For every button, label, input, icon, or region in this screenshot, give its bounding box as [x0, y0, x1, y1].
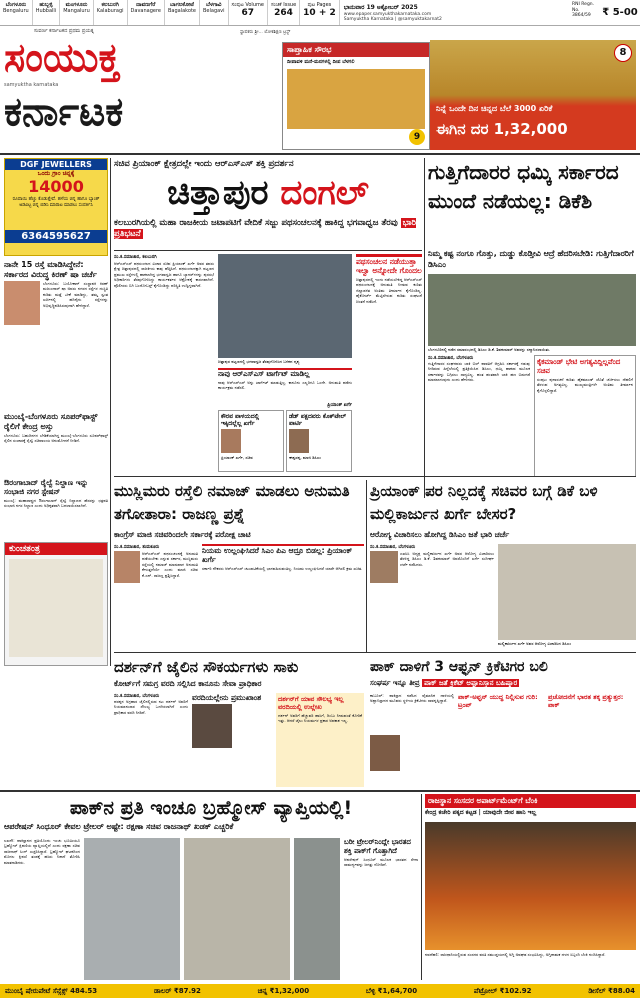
darshan-box-1: [192, 693, 272, 787]
ticker-item: ಮುಂಬೈ ಷೇರುಪೇಟೆ ಸೆನ್ಸೆಕ್ಸ್ 484.53: [5, 986, 98, 995]
kharge-body-col: [370, 544, 494, 650]
kharge-sub: ಆರೋಗ್ಯ ವಿಚಾರಿಸಲು ಹೋಗಿದ್ದ ಡಿಸಿಎಂ ಜತೆ ಭಾರಿ ಚರ್ಚೆ: [370, 530, 510, 539]
afghan-photo: [370, 735, 400, 771]
social-handles[interactable]: Samyuktha Karnataka | @samyuktakarnat2: [343, 16, 442, 22]
lead-box-1: [218, 410, 284, 472]
lead-box-2: [286, 410, 352, 472]
city-edition: ಬಾಗಲಕೋಟೆ Bagalakote: [165, 0, 200, 25]
logo-top: ಸಂಯುಕ್ತ: [4, 35, 120, 81]
kharge-headline: ಪ್ರಿಯಾಂಕ್ ಪರ ನಿಲ್ಲದಕ್ಕೆ ಸಚಿವರ ಬಗ್ಗೆ ಡಿಕೆ ಬಳಿ ಮಲ್ಲಿಕಾರ್ಜುನ ಖರ್ಗೆ ಬೇಸರ?: [370, 482, 598, 523]
dks-box-title: ಕೈಕಮಾಂಡ್ ಭೇಟಿ ಅಗತ್ಯವಿದ್ದಿಲ್ಲವೆಂದ ಸಚಿವ: [537, 358, 621, 375]
lead-sub-tag: ಭಾರಿ ಪ್ರತಿಭಟನೆ: [114, 218, 416, 239]
ad-phone[interactable]: 6364595627: [5, 230, 107, 243]
afghan-body-col: [370, 693, 454, 787]
lead-rule: [114, 250, 422, 251]
jewellery-ad[interactable]: [4, 158, 108, 256]
story-aurangabad-body: ಮುಂಬೈ: ಮಹಾರಾಷ್ಟ್ರದ ಔರಂಗಾಬಾದ್ ರೈಲ್ವೆ ನಿಲ್ದಾಣದ ಹೆಸರನ್ನು ಛತ್ರಪತಿ ಸಂಭಾಜಿ ನಗರ ನಿಲ್ದಾಣ ಎಂದು ಅಧಿಕೃತವಾಗಿ ಬದಲಾಯಿಸಲಾಗಿದೆ.: [4, 498, 108, 509]
darshan-body: ಪರಪ್ಪನ ಅಗ್ರಹಾರ ಜೈಲಿನಲ್ಲಿರುವ ನಟ ದರ್ಶನ್ ಅವರಿಗೆ ನಿಯಮಾನುಸಾರ ಸೌಲಭ್ಯ ಒದಗಿಸಲಾಗಿದೆ ಎಂದು ಪ್ರಾಧಿಕಾರ ವರದಿ ನೀಡಿದೆ.: [114, 699, 188, 715]
kharge-inset-photo: [370, 551, 398, 583]
gold-price-promo[interactable]: [430, 40, 636, 150]
supplement-page-number: 9: [409, 129, 425, 145]
tagline: ಸುವರ್ಣ ಕರ್ನಾಟಕದ ಪ್ರಥಮ ಪ್ರಯತ್ನ: [34, 28, 95, 34]
afghan-sub-a: ಸಂಘರ್ಷ ಇನ್ನೂ ತೀವ್ರ: [370, 679, 420, 687]
lead-headline: [114, 170, 422, 216]
ad-brand: DGF JEWELLERS: [5, 159, 107, 170]
city-edition: ಬೆಂಗಳೂರು Bengaluru: [0, 0, 33, 25]
lead-box-2-title: ಡೆಡ್ ಪಕ್ಷದವರು ಕೊಕ್‌ಟೇಲ್ ಪಾರ್ಟಿ: [289, 413, 347, 427]
cartoon-title: ಕುಂಚತಂತ್ರ: [5, 543, 107, 555]
darshan-photo: [192, 704, 232, 748]
gold-line-2: ಈಗಿನ ದರ 1,32,000: [436, 120, 568, 138]
dks-photo-caption: ಬೆಂಗಳೂರಿನಲ್ಲಿ ನಡೆದ ಸಮಾರಂಭದಲ್ಲಿ ಡಿಸಿಎಂ ಡಿ.ಕೆ. ಶಿವಕುಮಾರ್ ಅವರನ್ನು ಸನ್ಮಾನಿಸಲಾಯಿತು.: [428, 347, 551, 352]
rajanna-sub: ಕಾಂಗ್ರೆಸ್ ಮಾಜಿ ಸಚಿವರಿಂದಲೇ ಸರ್ಕಾರಕ್ಕೆ ಪರೋಕ್ಷ ಚಾಟಿ: [114, 530, 251, 539]
website[interactable]: www.epaper.samyukthakarnataka.com: [343, 11, 432, 17]
lead-box-1-photo: [221, 429, 241, 453]
pages: ಪುಟ Pages 10 + 2: [300, 0, 340, 25]
brahmos-photo-3: [294, 838, 340, 980]
dks-box: [534, 355, 636, 477]
story-kiran-shaw: [4, 260, 108, 410]
section-rule: [0, 790, 640, 792]
brahmos-side: [344, 838, 418, 980]
dks-headline: ಗುತ್ತಿಗೆದಾರರ ಧಮ್ಕಿ ಸರ್ಕಾರದ ಮುಂದೆ ನಡೆಯಲ್ಲ: ಡಿಕೆಶಿ: [428, 160, 619, 213]
afghan-sub-b: ಪಾಕ್ ಜತೆ ಕ್ರಿಕೆಟ್ ಅಫ್ಘಾನಿಸ್ತಾನ ಬಹಿಷ್ಕಾರ: [424, 679, 518, 687]
lead-side-story: [114, 368, 214, 472]
lead-headline-a: ಚಿತ್ತಾಪುರ: [167, 173, 269, 213]
cartoon: [4, 542, 108, 666]
gold-page-number: 8: [614, 44, 632, 62]
date-block: [340, 0, 570, 25]
market-ticker: [0, 984, 640, 998]
afghan-sub: [370, 679, 636, 691]
lead-photo-caption: ಚಿತ್ತಾಪುರ ಪಟ್ಟಣದಲ್ಲಿ ಭಗವಾಧ್ವಜ ತೆರವುಗೊಳಿಸಿದ ಬಳಿಕದ ದೃಶ್ಯ: [218, 359, 300, 364]
supplement-subtitle: ದೀಪಾವಳಿ ಮನೆ-ಮನಗಳಲ್ಲಿ ದೀಪ ಬೆಳಗಲಿ: [287, 59, 355, 65]
dks-photo: [428, 274, 636, 346]
ticker-item: ಡೀಸೆಲ್ ₹88.04: [588, 986, 635, 995]
supplement-title: ಸಾಪ್ತಾಹಿಕ ಸೌರಭ: [283, 43, 429, 57]
story-aurangabad-title: ಔರಂಗಾಬಾದ್ ರೈಲ್ವೆ ನಿಲ್ದಾಣ ಇನ್ನು ಸಂಭಾಜಿ ನಗರ ಸ್ಟೇಷನ್: [4, 478, 89, 496]
section-rule: [114, 476, 636, 477]
founder-line: ಸ್ಥಾಪಕರು ಶ್ರೀ... ಲೋಕಶಿಕ್ಷಣ ಟ್ರಸ್ಟ್: [240, 30, 291, 35]
dks-box-body: ಸಂಪುಟ ಪುನಾರಚನೆ ಕುರಿತು ಹೈಕಮಾಂಡ್ ಜೊತೆ ಚರ್ಚಿಸಲು ದೆಹಲಿಗೆ ತೆರಳುವ ಅಗತ್ಯವಿಲ್ಲ. ಮುಖ್ಯಮಂತ್ರಿಗಳೇ ಅಂತಿಮ ತೀರ್ಮಾನ ಕೈಗೊಳ್ಳಲಿದ್ದಾರೆ.: [537, 377, 633, 393]
kharge-body: ಎಐಸಿಸಿ ಅಧ್ಯಕ್ಷ ಮಲ್ಲಿಕಾರ್ಜುನ ಖರ್ಗೆ ಅವರ ಆರೋಗ್ಯ ವಿಚಾರಿಸಲು ತೆರಳಿದ್ದ ಡಿಸಿಎಂ ಡಿ.ಕೆ. ಶಿವಕುಮಾರ್ ಅವರೊಂದಿಗೆ ಖರ್ಗೆ ಸುದೀರ್ಘ ಚರ್ಚೆ ನಡೆಸಿದರು.: [400, 551, 494, 567]
city-edition: ದಾವಣಗೆರೆ Davanagere: [128, 0, 165, 25]
rajanna-box-title: ನಿಯಮ ಉಲ್ಲಂಘಿಸಿದರೆ ಸಿಎಂ ಪಿಎ ಆದ್ರೂ ಬಿಡಲ್ಲ: ಪ್ರಿಯಾಂಕ್ ಖರ್ಗೆ: [202, 546, 353, 564]
rajanna-box: [202, 544, 364, 650]
ticker-item: ಪೆಟ್ರೋಲ್ ₹102.92: [473, 986, 532, 995]
gold-line-1: ನಿನ್ನೆ ಒಂದೇ ದಿನ ಚಿನ್ನದ ಬೆಲೆ 3000 ಏರಿಕೆ: [436, 104, 553, 113]
kharge-byline: ಸಂ.ಕ.ಸಮಾಚಾರ, ಬೆಂಗಳೂರು: [370, 545, 416, 550]
fire-headline: ರಾಜಸ್ಥಾನ ಸಂಸದರ ಅಪಾರ್ಟ್‌ಮೆಂಟ್‌ಗೆ ಬೆಂಕಿ: [425, 794, 636, 808]
lead-side-title: ಪಥಸಂಚಲನ ನಡೆಯುತ್ತಾ ಇಲ್ವಾ ಅನ್ನೋದೇ ಗೊಂದಲ: [356, 254, 422, 275]
afghan-box-2: [548, 693, 636, 787]
ticker-item: ಚಿನ್ನ ₹1,32,000: [257, 986, 310, 995]
ad-price: 14000: [28, 177, 84, 196]
story-aurangabad: [4, 478, 108, 540]
dks-sub: ನಿಮ್ಮ ಕಷ್ಟ ನಂಗೂ ಗೊತ್ತು, ದುಡ್ಡು ಕೊಡ್ತೀವಿ ಆದ್ರೆ ಹೆದರಿಸಬೇಡಿ: ಗುತ್ತಿಗೆದಾರರಿಗೆ ಡಿಸಿಎಂ: [428, 249, 634, 269]
brahmos-photo-1: [84, 838, 180, 980]
brahmos-sub: ಆಪರೇಷನ್ ಸಿಂಧೂರ್ ಕೇವಲ ಟ್ರೇಲರ್ ಅಷ್ಟೇ: ರಕ್ಷಣಾ ಸಚಿವ ರಾಜನಾಥ್ ಖಡಕ್ ಎಚ್ಚರಿಕೆ: [4, 822, 234, 831]
afghan-box-1-title: ಪಾಕ್-ಅಫ್ಘನ್ ಯುದ್ಧ ನಿಲ್ಲಿಸುವ ಗುರಿ: ಟ್ರಂಪ್: [458, 693, 538, 709]
dks-byline: ಸಂ.ಕ.ಸಮಾಚಾರ, ಬೆಂಗಳೂರು: [428, 356, 474, 361]
issue-date: ಭಾನುವಾರ 19 ಅಕ್ಟೋಬರ್ 2025: [343, 3, 418, 11]
darshan-body-col: [114, 693, 188, 787]
cartoon-image: [9, 559, 103, 657]
lead-sub-text: ಕಲಬುರಗಿಯಲ್ಲಿ ಮಹಾ ರಾಜಕೀಯ ಜಟಾಪಟಿಗೆ ವೇದಿಕೆ ಸಜ್ಜು ಪಥಸಂಚಲನಕ್ಕೆ ಹಾಕಿದ್ದ ಭಗವಾಧ್ವಜ ತೆರವು: [114, 218, 398, 228]
story-mumbai-train: [4, 412, 108, 476]
column-rule: [110, 158, 111, 666]
fire-sub: ಕೇಂದ್ರ ಕಚೇರಿ ಪಕ್ಕದ ಕಟ್ಟಡ | ಯಾವುದೇ ಜೀವ ಹಾನಿ ಇಲ್ಲ: [425, 809, 537, 816]
lead-body: ಆರ್‌ಎಸ್‌ಎಸ್ ಪಥಸಂಚಲನ ವಿಚಾರ ಸಚಿವ ಪ್ರಿಯಾಂಕ್ ಖರ್ಗೆ ಅವರ ತವರು ಕ್ಷೇತ್ರ ಚಿತ್ತಾಪುರದಲ್ಲಿ ರಾಜಕೀಯ ಕಾವು ಹೆಚ್ಚಿಸಿದೆ. ಪಥಸಂಚಲನಕ್ಕಾಗಿ ಪಟ್ಟಣದ ಪ್ರಮುಖ ರಸ್ತೆಗಳಲ್ಲಿ ಹಾಕಲಾಗಿದ್ದ ಭಗವಾಧ್ವಜ ಹಾಗೂ ಬ್ಯಾನರ್‌ಗಳನ್ನು ಪುರಸಭೆ ಅಧಿಕಾರಿಗಳು ತೆರವುಗೊಳಿಸಿದ್ದು ಕಾರ್ಯಕರ್ತರ ಆಕ್ರೋಶಕ್ಕೆ ಕಾರಣವಾಗಿದೆ. ಪೊಲೀಸರು ಬಿಗಿ ಬಂದೋಬಸ್ತ್ ಕೈಗೊಂಡಿದ್ದು ಪರಿಸ್ಥಿತಿ ಉದ್ವಿಗ್ನವಾಗಿದೆ.: [114, 261, 214, 288]
lead-side-column: [356, 254, 422, 472]
lead-quote: ನಾವು ಆರ್‌ಎಸ್‌ಎಸ್ ಅನ್ನು ಟಾರ್ಗೆಟ್ ಮಾಡುತ್ತಿಲ್ಲ. ಕಾನೂನು ಎಲ್ಲರಿಗೂ ಒಂದೇ. ಅನುಮತಿ ಪಡೆದು ಕಾರ್ಯಕ್ರಮ ನಡೆಸಲಿ.: [218, 380, 352, 391]
lead-photo: [218, 254, 352, 358]
lead-quote-title: ನಾವು ಆರ್‌ಎಸ್‌ಎಸ್ ಟಾರ್ಗೆಟ್ ಮಾಡಿಲ್ಲ: [218, 370, 310, 378]
lead-headline-b: ದಂಗಲ್: [280, 173, 369, 213]
lead-box-2-by: ಈಶ್ವರಪ್ಪ, ಮಾಜಿ ಡಿಸಿಎಂ: [289, 455, 322, 460]
issue: ಸಂಚಿಕೆ Issue 264: [268, 0, 300, 25]
darshan-box-1-title: ವರದಿಯಲ್ಲೇನು ಪ್ರಮುಖಾಂಶ: [192, 693, 262, 702]
lead-kicker: ಸಚಿವ ಪ್ರಿಯಾಂಕ್ ಕ್ಷೇತ್ರದಲ್ಲೇ ಇಂದು ಆರ್‌ಎಸ್‌ಎಸ್ ಶಕ್ತಿ ಪ್ರದರ್ಶನ: [114, 159, 294, 169]
logo-english: samyuktha karnataka: [4, 82, 59, 88]
fire-photo: [425, 822, 636, 950]
masthead-rule: [0, 153, 640, 155]
darshan-box-2-title: ದರ್ಶನ್‌ಗೆ ಯಾವ ಸೌಲಭ್ಯ ಇಲ್ಲ ವರದಿಯಲ್ಲಿ ಉಲ್ಲೇಖ: [278, 695, 344, 711]
rajanna-headline: ಮುಸ್ಲಿಮರು ರಸ್ತೆಲಿ ನಮಾಜ್ ಮಾಡಲು ಅನುಮತಿ ತಗೋತಾರಾ: ರಾಜಣ್ಣ ಪ್ರಶ್ನೆ: [114, 482, 350, 523]
column-rule: [424, 158, 425, 498]
city-edition: ಬೆಳಗಾವಿ Belagavi: [200, 0, 229, 25]
lead-quote-box: [218, 368, 352, 406]
lead-sub: [114, 218, 422, 250]
rajanna-photo: [114, 551, 140, 583]
afghan-headline: ಪಾಕ್ ದಾಳಿಗೆ 3 ಆಫ್ಘನ್ ಕ್ರಿಕೆಟಿಗರ ಬಲಿ: [370, 659, 548, 675]
darshan-headline: ದರ್ಶನ್‌ಗೆ ಜೈಲಿನ ಸೌಕರ್ಯಗಳು ಸಾಕು: [114, 658, 299, 676]
brahmos-photo-2: [184, 838, 290, 980]
supplement-image: [287, 69, 425, 129]
story-mumbai-train-body: ಬೆಂಗಳೂರು: ಬಹುದಿನಗಳ ಬೇಡಿಕೆಯಾಗಿದ್ದ ಮುಂಬೈ-ಬೆಂಗಳೂರು ಸೂಪರ್‌ಫಾಸ್ಟ್ ರೈಲಿನ ಸಂಚಾರಕ್ಕೆ ರೈಲ್ವೆ ಸಚಿವಾಲಯ ಅನುಮೋದನೆ ನೀಡಿದೆ.: [4, 433, 108, 444]
kharge-photo-caption: ಮಲ್ಲಿಕಾರ್ಜುನ ಖರ್ಗೆ ಅವರ ಆರೋಗ್ಯ ವಿಚಾರಿಸಿದ ಡಿಸಿಎಂ: [498, 641, 572, 646]
ad-body: ರೂಪಾಯಿ ಹೆಚ್ಚು ಕೊಡುತ್ತೇವೆ. ಹಳೆಯ ಚಿನ್ನ ಹಾಗೂ ಬ್ಯಾಂಕ್ ಅಡವಿಟ್ಟ ಚಿನ್ನ ಬಿಡಿಸಿ ಮಾರಾಟ ಮಾಡಲು ಸಂಪರ್ಕಿಸಿ: [12, 197, 100, 208]
rajanna-body: ಆರ್‌ಎಸ್‌ಎಸ್ ಪಥಸಂಚಲನಕ್ಕೆ ಅನುಮತಿ ಪಡೆಯಬೇಕು ಎನ್ನುವ ಸರ್ಕಾರ, ಮುಸ್ಲಿಮರು ರಸ್ತೆಯಲ್ಲಿ ನಮಾಜ್ ಮಾಡುವಾಗ ಅನುಮತಿ ಕೇಳುತ್ತದೆಯೇ ಎಂದು ಮಾಜಿ ಸಚಿವ ಕೆ.ಎನ್. ರಾಜಣ್ಣ ಪ್ರಶ್ನಿಸಿದ್ದಾರೆ.: [142, 551, 198, 578]
brahmos-body-col: [4, 838, 80, 980]
darshan-box-2: [276, 693, 364, 787]
afghan-box-2-title: ಪ್ರಚೋದನೆಗೆ ಭಾರತ ತಕ್ಕ ಪ್ರತ್ಯುತ್ತರ: ಪಾಕ್: [548, 693, 624, 709]
price: ₹ 5-00: [602, 7, 638, 18]
afghan-box-1: [458, 693, 544, 787]
story-kiran-shaw-title: ನಾನೇ 15 ರಸ್ತೆ ಮಾಡಿಸಿದ್ದೇನೆ: ಸರ್ಕಾರದ ವಿರುದ್ಧ ಕಿರಣ್ ಷಾ ಚರ್ಚೆ: [4, 260, 97, 279]
supplement-promo[interactable]: [282, 42, 430, 150]
city-edition: ಹುಬ್ಬಳ್ಳಿ Hubballi: [33, 0, 61, 25]
ticker-item: ಬೆಳ್ಳಿ ₹1,64,700: [365, 986, 418, 995]
section-rule: [114, 652, 636, 653]
darshan-sub: ಕೋರ್ಟ್‌ಗೆ ಸಮಗ್ರ ವರದಿ ಸಲ್ಲಿಸಿದ ಕಾನೂನು ಸೇವಾ ಪ್ರಾಧಿಕಾರ: [114, 679, 262, 688]
rajanna-box-body: ಸರ್ಕಾರಿ ನೌಕರರು ಆರ್‌ಎಸ್‌ಎಸ್ ಚಟುವಟಿಕೆಯಲ್ಲಿ ಭಾಗವಹಿಸುವಂತಿಲ್ಲ. ನಿಯಮ ಉಲ್ಲಂಘಿಸಿದರೆ ಯಾರೇ ಆಗಿರಲಿ ಕ್ರಮ ಖಚಿತ.: [202, 566, 363, 571]
column-rule: [421, 794, 422, 980]
logo-bottom: ಕರ್ನಾಟಕ: [4, 89, 124, 135]
darshan-byline: ಸಂ.ಕ.ಸಮಾಚಾರ, ಬೆಂಗಳೂರು: [114, 694, 160, 699]
city-edition: ಕಲಬುರಗಿ Kalaburagi: [94, 0, 128, 25]
afghan-body: ಕಾಬೂಲ್: ಪಾಕಿಸ್ತಾನ ನಡೆಸಿದ ವೈಮಾನಿಕ ದಾಳಿಯಲ್ಲಿ ಅಫ್ಘಾನಿಸ್ತಾನದ ಮೂವರು ಸ್ಥಳೀಯ ಕ್ರಿಕೆಟಿಗರು ಸಾವನ್ನಪ್ಪಿದ್ದಾರೆ.: [370, 693, 454, 704]
rni-number: RNI Regn. No. 3864/59: [572, 2, 595, 18]
ticker-item: ಡಾಲರ್ ₹87.92: [153, 986, 201, 995]
city-edition: ಮಂಗಳೂರು Mangaluru: [60, 0, 94, 25]
brahmos-headline: ಪಾಕ್‌ನ ಪ್ರತಿ ಇಂಚೂ ಬ್ರಹ್ಮೋಸ್ ವ್ಯಾಪ್ತಿಯಲ್ಲಿ!: [69, 797, 353, 819]
kiran-shaw-photo: [4, 281, 40, 325]
brahmos-side-body: ಆಪರೇಷನ್ ಸಿಂಧೂರ್ ಮೂಲಕ ಭಾರತದ ಸೇನಾ ಸಾಮರ್ಥ್ಯವನ್ನು ಜಗತ್ತು ನೋಡಿದೆ.: [344, 857, 418, 868]
brahmos-side-title: ಬರೀ ಟ್ರೇಲರ್‌ನಿಂದ್ಲೇ ಭಾರತದ ಶಕ್ತಿ ಪಾಕ್‌ಗೆ ಗೊತ್ತಾಗಿದೆ: [344, 838, 411, 855]
lead-box-1-by: ಪ್ರಿಯಾಂಕ್ ಖರ್ಗೆ, ಸಚಿವ: [221, 455, 253, 460]
dks-body: ಗುತ್ತಿಗೆದಾರರ ಸಂಘದವರು ಬಾಕಿ ಬಿಲ್ ಪಾವತಿಗೆ ಆಗ್ರಹಿಸಿ ಸರ್ಕಾರಕ್ಕೆ ಗಡುವು ನೀಡಿರುವ ಹಿನ್ನೆಲೆಯಲ್ಲಿ ಪ್ರತಿಕ್ರಿಯಿಸಿದ ಡಿಸಿಎಂ, ಧಮ್ಕಿ ಹಾಕುವ ಮೂಲಕ ಸರ್ಕಾರವನ್ನು ಬಗ್ಗಿಸಲು ಸಾಧ್ಯವಿಲ್ಲ. ಹಂತ ಹಂತವಾಗಿ ಬಾಕಿ ಹಣ ಬಿಡುಗಡೆ ಮಾಡಲಾಗುವುದು ಎಂದು ಹೇಳಿದರು.: [428, 361, 530, 383]
city-row: [0, 0, 640, 26]
lead-box-1-title: ಕೌರವ ಪಾಳಯದಲ್ಲಿ ಇಕ್ಕಿದಲ್ಲೆಲ್ಲ ಖರ್ಗೆ: [221, 413, 260, 427]
dks-body-col: [428, 355, 530, 477]
volume: ಸಂಪುಟ Volume 67: [229, 0, 268, 25]
lead-quote-by: ಪ್ರಿಯಾಂಕ್ ಖರ್ಗೆ: [327, 403, 352, 408]
darshan-box-2-body: ದರ್ಶನ್ ಅವರಿಗೆ ಹೆಚ್ಚುವರಿ ಹಾಸಿಗೆ, ದಿಂಬು ನೀಡುವಂತೆ ಕೋರಿಕೆ ಇತ್ತು. ಆದರೆ ಜೈಲು ನಿಯಮಗಳ ಪ್ರಕಾರ ಅವಕಾಶ ಇಲ್ಲ.: [278, 713, 362, 724]
rajanna-byline: ಸಂ.ಕ.ಸಮಾಚಾರ, ತುಮಕೂರು: [114, 545, 160, 550]
column-rule: [366, 480, 367, 652]
lead-body-col: [114, 254, 214, 364]
brahmos-body: ಲಖನೌ: ಪಾಕಿಸ್ತಾನದ ಪ್ರತಿಯೊಂದು ಇಂಚು ಭೂಮಿಯೂ ಬ್ರಹ್ಮೋಸ್ ಕ್ಷಿಪಣಿಯ ವ್ಯಾಪ್ತಿಯಲ್ಲಿದೆ ಎಂದು ರಕ್ಷಣಾ ಸಚಿವ ರಾಜನಾಥ್ ಸಿಂಗ್ ಎಚ್ಚರಿಸಿದ್ದಾರೆ. ಬ್ರಹ್ಮೋಸ್ ಘಟಕದಿಂದ ಮೊದಲ ಕ್ಷಿಪಣಿ ತಂಡಕ್ಕೆ ಹಸಿರು ನಿಶಾನೆ ತೋರಿಸಿ ಮಾತನಾಡಿದರು.: [4, 838, 80, 865]
kharge-photo: [498, 544, 636, 640]
lead-box-2-photo: [289, 429, 309, 453]
story-mumbai-train-title: ಮುಂಬೈ-ಬೆಂಗಳೂರು ಸೂಪರ್‌ಫಾಸ್ಟ್ ರೈಲಿಗೆ ಕೇಂದ್ರ ಅಸ್ತು: [4, 412, 98, 431]
masthead-logo: [4, 28, 266, 152]
rajanna-body-col: [114, 544, 198, 650]
lead-side-body: ಚಿತ್ತಾಪುರದಲ್ಲಿ ಇಂದು ನಡೆಯಬೇಕಿದ್ದ ಆರ್‌ಎಸ್‌ಎಸ್ ಪಥಸಂಚಲನಕ್ಕೆ ಅನುಮತಿ ನೀಡುವ ಕುರಿತು ಜಿಲ್ಲಾಡಳಿತ ಅಂತಿಮ ತೀರ್ಮಾನ ಕೈಗೊಂಡಿಲ್ಲ. ಹೈಕೋರ್ಟ್ ಮೆಟ್ಟಿಲೇರುವ ಕುರಿತು ಸಂಘಟನೆ ಚಿಂತನೆ ನಡೆಸಿದೆ.: [356, 277, 422, 304]
lead-byline: ಸಂ.ಕ.ಸಮಾಚಾರ, ಕಲಬುರಗಿ: [114, 255, 157, 260]
fire-body: ನವದೆಹಲಿ: ರಾಜಧಾನಿಯಲ್ಲಿರುವ ಸಂಸದರ ವಸತಿ ಸಮುಚ್ಚಯದಲ್ಲಿ ಅಗ್ನಿ ಅವಘಡ ಸಂಭವಿಸಿದ್ದು, ಅಗ್ನಿಶಾಮಕ ದಳದ ಸಿಬ್ಬಂದಿ ಬೆಂಕಿ ನಂದಿಸಿದ್ದಾರೆ.: [425, 952, 606, 957]
story-kiran-shaw-body: ಬೆಂಗಳೂರು: ಬಯೋಕಾನ್ ಸಂಸ್ಥಾಪಕಿ ಕಿರಣ್ ಮಜುಂದಾರ್ ಷಾ ಅವರು ನಗರದ ರಸ್ತೆಗಳ ದುಸ್ಥಿತಿ ಕುರಿತು ಮತ್ತೆ ಟೀಕೆ ಮಾಡಿದ್ದು, ತಮ್ಮ ಸ್ವಂತ ಖರ್ಚಿನಲ್ಲಿ ಹದಿನೈದು ರಸ್ತೆಗಳನ್ನು ಅಭಿವೃದ್ಧಿಪಡಿಸಿರುವುದಾಗಿ ಹೇಳಿದ್ದಾರೆ.: [43, 281, 108, 308]
ad-line: ಒಂದು ಗ್ರಾಂ ಚಿನ್ನಕ್ಕೆ: [37, 170, 75, 177]
